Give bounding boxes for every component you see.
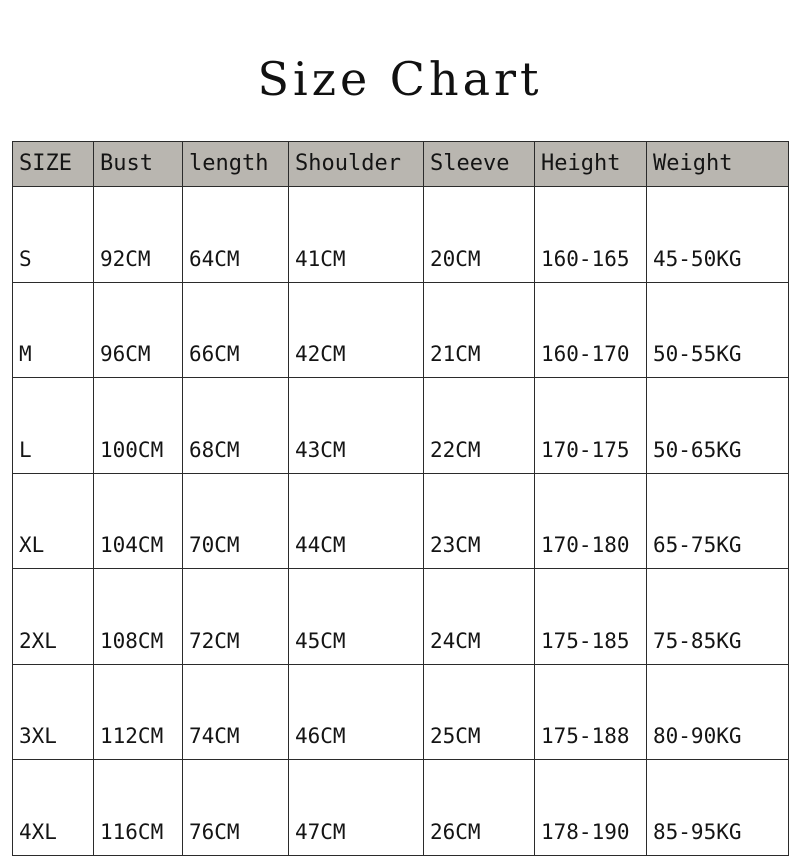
- table-row: [13, 282, 789, 378]
- column-header-shoulder: Shoulder: [289, 142, 424, 187]
- table-row: [13, 378, 789, 474]
- cell-size: 4XL: [13, 760, 94, 856]
- cell-bust: 96CM: [94, 282, 183, 378]
- cell-weight: 50-55KG: [647, 282, 789, 378]
- cell-length: 68CM: [183, 378, 289, 474]
- table-header: [13, 142, 789, 187]
- cell-shoulder: 45CM: [289, 569, 424, 665]
- cell-sleeve: 22CM: [424, 378, 535, 474]
- table-row: [13, 187, 789, 283]
- cell-sleeve: 24CM: [424, 569, 535, 665]
- cell-weight: 65-75KG: [647, 473, 789, 569]
- cell-size: 3XL: [13, 664, 94, 760]
- cell-weight: 50-65KG: [647, 378, 789, 474]
- cell-sleeve: 26CM: [424, 760, 535, 856]
- cell-height: 160-170: [535, 282, 647, 378]
- cell-length: 64CM: [183, 187, 289, 283]
- cell-shoulder: 43CM: [289, 378, 424, 474]
- cell-size: 2XL: [13, 569, 94, 665]
- size-chart-table: [12, 141, 789, 856]
- cell-size: S: [13, 187, 94, 283]
- table-header-row: [13, 142, 789, 187]
- cell-shoulder: 44CM: [289, 473, 424, 569]
- cell-sleeve: 20CM: [424, 187, 535, 283]
- cell-size: XL: [13, 473, 94, 569]
- cell-length: 74CM: [183, 664, 289, 760]
- cell-height: 170-180: [535, 473, 647, 569]
- cell-height: 170-175: [535, 378, 647, 474]
- cell-height: 178-190: [535, 760, 647, 856]
- column-header-size: SIZE: [13, 142, 94, 187]
- cell-bust: 100CM: [94, 378, 183, 474]
- column-header-bust: Bust: [94, 142, 183, 187]
- size-chart-table-container: [12, 141, 788, 856]
- column-header-height: Height: [535, 142, 647, 187]
- table-row: [13, 569, 789, 665]
- column-header-length: length: [183, 142, 289, 187]
- cell-weight: 85-95KG: [647, 760, 789, 856]
- cell-shoulder: 46CM: [289, 664, 424, 760]
- table-row: [13, 760, 789, 856]
- column-header-weight: Weight: [647, 142, 789, 187]
- cell-weight: 80-90KG: [647, 664, 789, 760]
- cell-bust: 108CM: [94, 569, 183, 665]
- cell-height: 160-165: [535, 187, 647, 283]
- cell-size: M: [13, 282, 94, 378]
- cell-bust: 116CM: [94, 760, 183, 856]
- cell-bust: 112CM: [94, 664, 183, 760]
- table-row: [13, 664, 789, 760]
- cell-shoulder: 42CM: [289, 282, 424, 378]
- page-title: Size Chart: [257, 52, 543, 106]
- cell-weight: 75-85KG: [647, 569, 789, 665]
- table-row: [13, 473, 789, 569]
- cell-sleeve: 25CM: [424, 664, 535, 760]
- column-header-sleeve: Sleeve: [424, 142, 535, 187]
- table-body: [13, 187, 789, 856]
- cell-weight: 45-50KG: [647, 187, 789, 283]
- cell-bust: 92CM: [94, 187, 183, 283]
- cell-bust: 104CM: [94, 473, 183, 569]
- cell-height: 175-185: [535, 569, 647, 665]
- cell-sleeve: 23CM: [424, 473, 535, 569]
- cell-length: 72CM: [183, 569, 289, 665]
- cell-size: L: [13, 378, 94, 474]
- cell-length: 76CM: [183, 760, 289, 856]
- cell-shoulder: 41CM: [289, 187, 424, 283]
- cell-sleeve: 21CM: [424, 282, 535, 378]
- cell-shoulder: 47CM: [289, 760, 424, 856]
- cell-length: 66CM: [183, 282, 289, 378]
- cell-height: 175-188: [535, 664, 647, 760]
- cell-length: 70CM: [183, 473, 289, 569]
